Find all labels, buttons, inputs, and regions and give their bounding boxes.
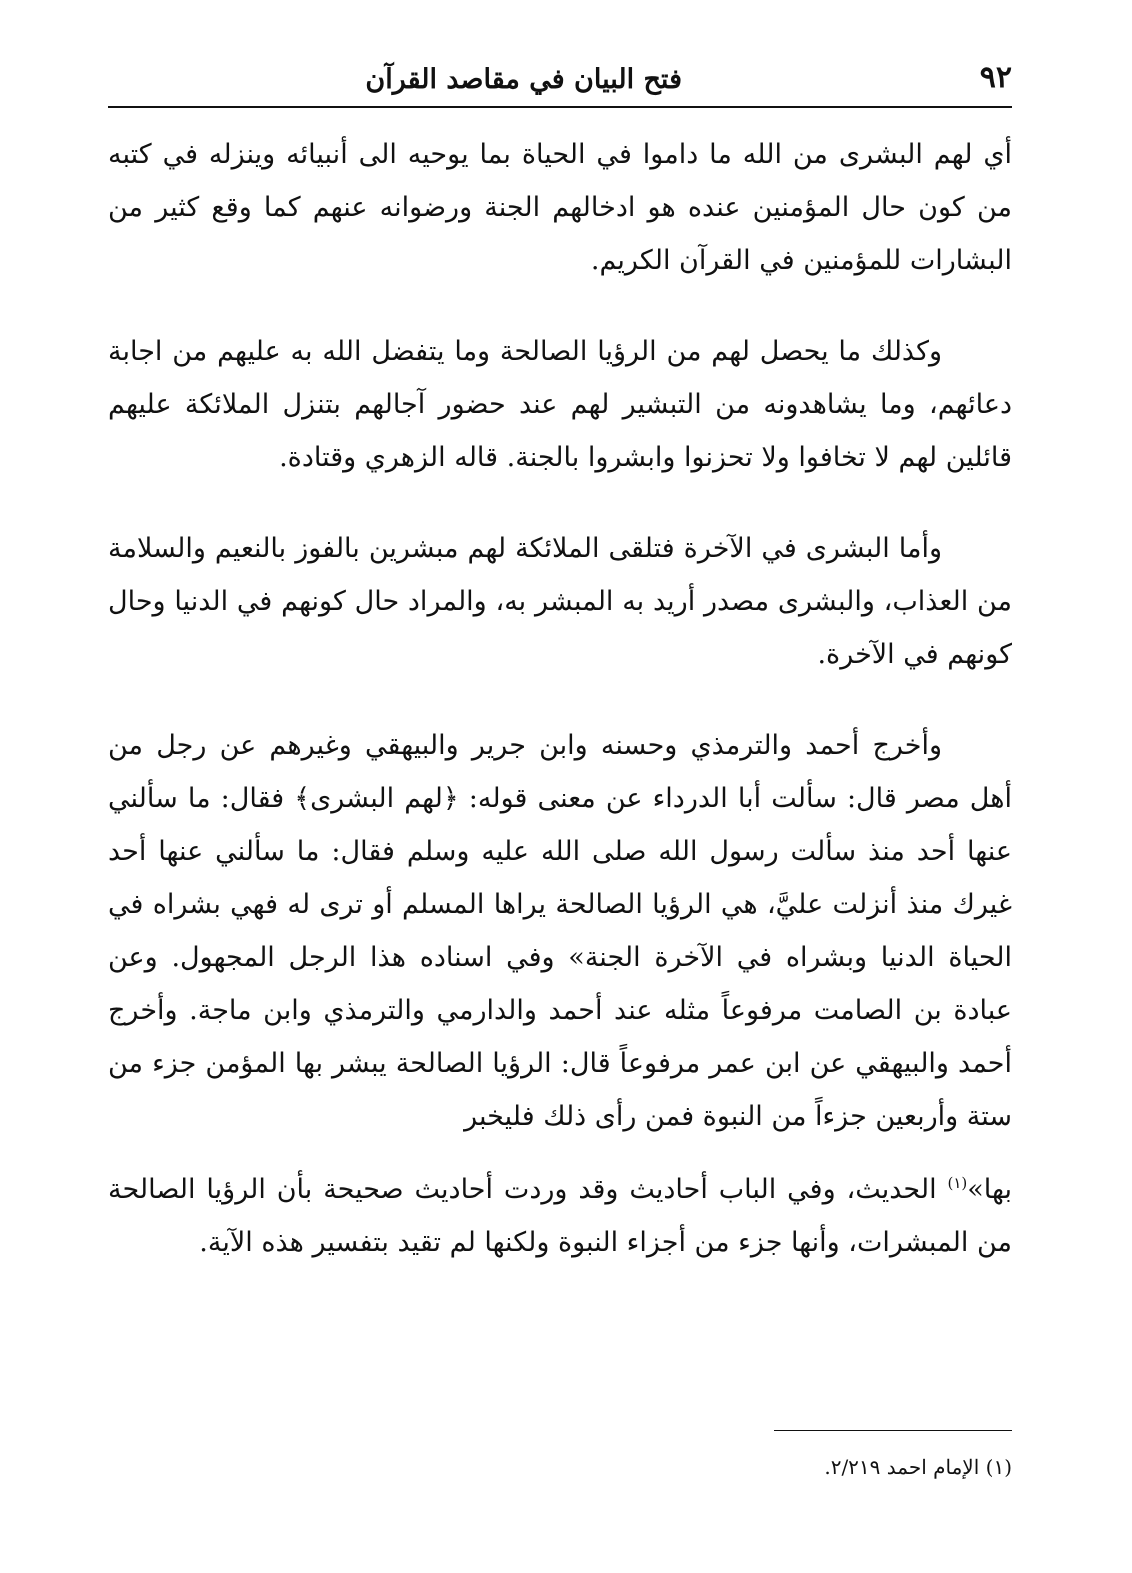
footnote-rule [774, 1430, 1012, 1431]
footnote-reference[interactable]: (١) [947, 1174, 968, 1192]
header-rule [108, 106, 1012, 108]
body-text [108, 128, 1012, 1269]
paragraph-4: وأخرج أحمد والترمذي وحسنه وابن جرير والبيهقي وغيرهم عن رجل من أهل مصر قال: سألت أبا الدرداء عن معنى قوله: ﴿لهم البشرى﴾ فقال: ما سألني عنها أحد منذ سألت رسول الله صلى الله عليه وسلم فقال: ما سألني عنها أحد غيرك منذ أنزلت عليَّ، هي الرؤيا الصالحة يراها المسلم أو ترى له فهي بشراه في الحياة الدنيا وبشراه في الآخرة الجنة» وفي اسناده هذا الرجل المجهول. وعن عبادة بن الصامت مرفوعاً مثله عند أحمد والدارمي والترمذي وابن ماجة. وأخرج أحمد والبيهقي عن ابن عمر مرفوعاً قال: الرؤيا الصالحة يبشر بها المؤمن جزء من ستة وأربعين جزءاً من النبوة فمن رأى ذلك فليخبر [108, 730, 1012, 1132]
running-header [108, 58, 1012, 106]
paragraph-5 [108, 1163, 1012, 1269]
page-number: ٩٢ [979, 60, 1012, 95]
paragraph-1: أي لهم البشرى من الله ما داموا في الحياة بما يوحيه الى أنبيائه وينزله في كتبه من كون حال المؤمنين عنده هو ادخالهم الجنة ورضوانه عنهم كما وقع كثير من البشارات للمؤمنين في القرآن الكريم. [108, 139, 1012, 276]
book-title: فتح البيان في مقاصد القرآن [365, 64, 682, 95]
footnote: (١) الإمام احمد ٢/٢١٩. [824, 1455, 1012, 1479]
paragraph-5-rest: الحديث، وفي الباب أحاديث وقد وردت أحاديث صحيحة بأن الرؤيا الصالحة من المبشرات، وأنها جزء من أجزاء النبوة ولكنها لم تقيد بتفسير هذه الآية. [108, 1174, 1012, 1258]
paragraph-2: وكذلك ما يحصل لهم من الرؤيا الصالحة وما يتفضل الله به عليهم من اجابة دعائهم، وما يشاهدونه من التبشير لهم عند حضور آجالهم بتنزل الملائكة عليهم قائلين لهم لا تخافوا ولا تحزنوا وابشروا بالجنة. قاله الزهري وقتادة. [108, 336, 1012, 473]
paragraph-3: وأما البشرى في الآخرة فتلقى الملائكة لهم مبشرين بالفوز بالنعيم والسلامة من العذاب، والبشرى مصدر أريد به المبشر به، والمراد حال كونهم في الدنيا وحال كونهم في الآخرة. [108, 533, 1012, 670]
paragraph-5-start: بها» [967, 1174, 1012, 1205]
